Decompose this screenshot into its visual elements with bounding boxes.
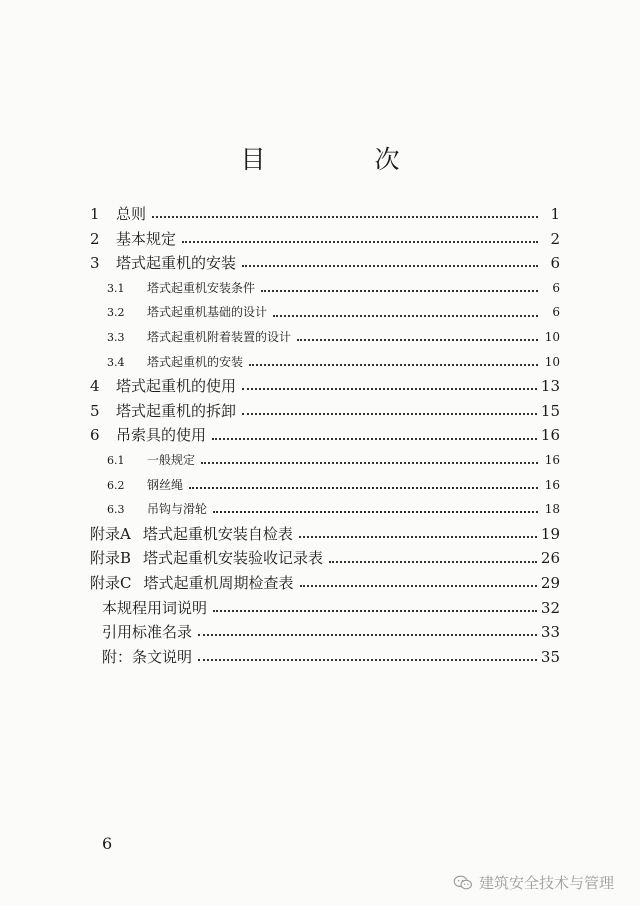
toc-entry[interactable] <box>90 448 560 473</box>
toc-entry-label: 总则 <box>116 205 147 223</box>
dot-leader <box>273 307 538 319</box>
toc-entry-page: 2 <box>550 229 560 248</box>
toc-entry-page: 32 <box>540 598 560 617</box>
watermark <box>453 872 614 893</box>
toc-entry-number: 4 <box>90 377 100 396</box>
table-of-contents <box>90 202 560 669</box>
toc-entry-label: 塔式起重机周期检查表 <box>143 573 294 592</box>
toc-entry-page: 13 <box>540 377 560 396</box>
toc-entry[interactable] <box>90 645 560 670</box>
toc-entry-page: 1 <box>550 205 560 223</box>
toc-entry-number: 1 <box>90 205 100 223</box>
toc-entry-label: 塔式起重机安装条件 <box>147 280 256 295</box>
toc-entry[interactable] <box>90 350 560 375</box>
toc-entry[interactable] <box>90 596 560 621</box>
dot-leader <box>261 282 538 294</box>
watermark-text: 建筑安全技术与管理 <box>478 874 614 892</box>
dot-leader <box>242 405 537 417</box>
toc-entry-label: 本规程用词说明 <box>102 598 208 617</box>
toc-entry-label: 吊钩与滑轮 <box>147 502 208 517</box>
toc-entry-number: 附录A <box>90 524 131 543</box>
dot-leader <box>300 577 537 589</box>
toc-entry[interactable] <box>90 399 560 424</box>
dot-leader <box>213 602 537 614</box>
toc-entry-number: 6.2 <box>107 478 125 492</box>
toc-entry[interactable] <box>90 620 560 645</box>
page-number: 6 <box>102 834 113 853</box>
toc-entry-label: 附：条文说明 <box>102 647 193 666</box>
dot-leader <box>198 626 537 638</box>
toc-entry-label: 塔式起重机的拆卸 <box>116 401 237 420</box>
toc-entry-page: 16 <box>544 452 560 467</box>
dot-leader <box>213 503 538 515</box>
toc-entry-page: 10 <box>544 354 560 369</box>
dot-leader <box>152 208 538 220</box>
toc-entry-label: 吊索具的使用 <box>116 426 207 445</box>
toc-entry-label: 塔式起重机安装自检表 <box>142 524 293 543</box>
toc-entry-label: 塔式起重机的使用 <box>116 377 237 396</box>
dot-leader <box>242 257 538 269</box>
toc-entry-number: 6.3 <box>107 503 125 517</box>
toc-entry[interactable] <box>90 251 560 276</box>
toc-entry-page: 26 <box>540 549 560 568</box>
toc-entry-page: 16 <box>540 426 560 445</box>
toc-entry[interactable] <box>90 497 560 522</box>
dot-leader <box>297 331 538 343</box>
toc-entry-page: 18 <box>544 502 560 517</box>
toc-entry[interactable] <box>90 202 560 227</box>
toc-entry-number: 附录B <box>90 549 132 568</box>
toc-entry-page: 6 <box>550 254 560 273</box>
toc-entry-number: 2 <box>90 229 100 248</box>
toc-entry-number: 3.2 <box>107 306 125 320</box>
toc-entry-label: 塔式起重机的安装 <box>147 354 244 369</box>
dot-leader <box>198 651 537 663</box>
toc-entry-label: 塔式起重机安装验收记录表 <box>143 549 324 568</box>
toc-entry-number: 3 <box>90 254 100 273</box>
toc-entry-label: 塔式起重机基础的设计 <box>147 305 268 320</box>
toc-entry-label: 一般规定 <box>147 452 196 467</box>
toc-entry-page: 6 <box>552 280 560 295</box>
toc-entry-page: 6 <box>552 305 560 320</box>
toc-entry-number: 3.1 <box>107 281 125 295</box>
toc-entry-page: 16 <box>544 477 560 492</box>
toc-entry-label: 塔式起重机附着装置的设计 <box>147 329 292 344</box>
toc-entry-label: 引用标准名录 <box>102 623 193 642</box>
dot-leader <box>189 479 538 491</box>
wechat-icon <box>453 875 473 891</box>
toc-entry-number: 3.3 <box>107 330 125 344</box>
toc-entry-page: 15 <box>540 401 560 420</box>
toc-entry[interactable] <box>90 325 560 350</box>
page-title: 目 次 <box>240 145 442 174</box>
toc-entry[interactable] <box>90 522 560 547</box>
toc-entry-label: 钢丝绳 <box>147 477 184 492</box>
toc-entry[interactable] <box>90 374 560 399</box>
dot-leader <box>242 380 537 392</box>
toc-entry-number: 附录C <box>90 573 132 592</box>
toc-entry[interactable] <box>90 276 560 301</box>
dot-leader <box>249 356 538 368</box>
toc-entry[interactable] <box>90 423 560 448</box>
toc-entry-number: 3.4 <box>107 355 125 369</box>
toc-entry[interactable] <box>90 571 560 596</box>
toc-entry-page: 29 <box>540 573 560 592</box>
toc-entry[interactable] <box>90 227 560 252</box>
dot-leader <box>212 430 537 442</box>
toc-entry-number: 5 <box>90 401 100 420</box>
dot-leader <box>329 553 537 565</box>
dot-leader <box>201 454 538 466</box>
toc-entry[interactable] <box>90 300 560 325</box>
toc-entry-label: 基本规定 <box>116 229 177 248</box>
dot-leader <box>182 233 538 245</box>
toc-entry-number: 6 <box>90 426 100 445</box>
toc-entry-page: 10 <box>544 329 560 344</box>
toc-entry-number: 6.1 <box>107 453 125 467</box>
dot-leader <box>299 528 537 540</box>
toc-entry[interactable] <box>90 473 560 498</box>
toc-entry-page: 19 <box>540 524 560 543</box>
toc-entry[interactable] <box>90 546 560 571</box>
toc-entry-label: 塔式起重机的安装 <box>116 254 237 273</box>
toc-entry-page: 35 <box>540 647 560 666</box>
toc-entry-page: 33 <box>540 623 560 642</box>
